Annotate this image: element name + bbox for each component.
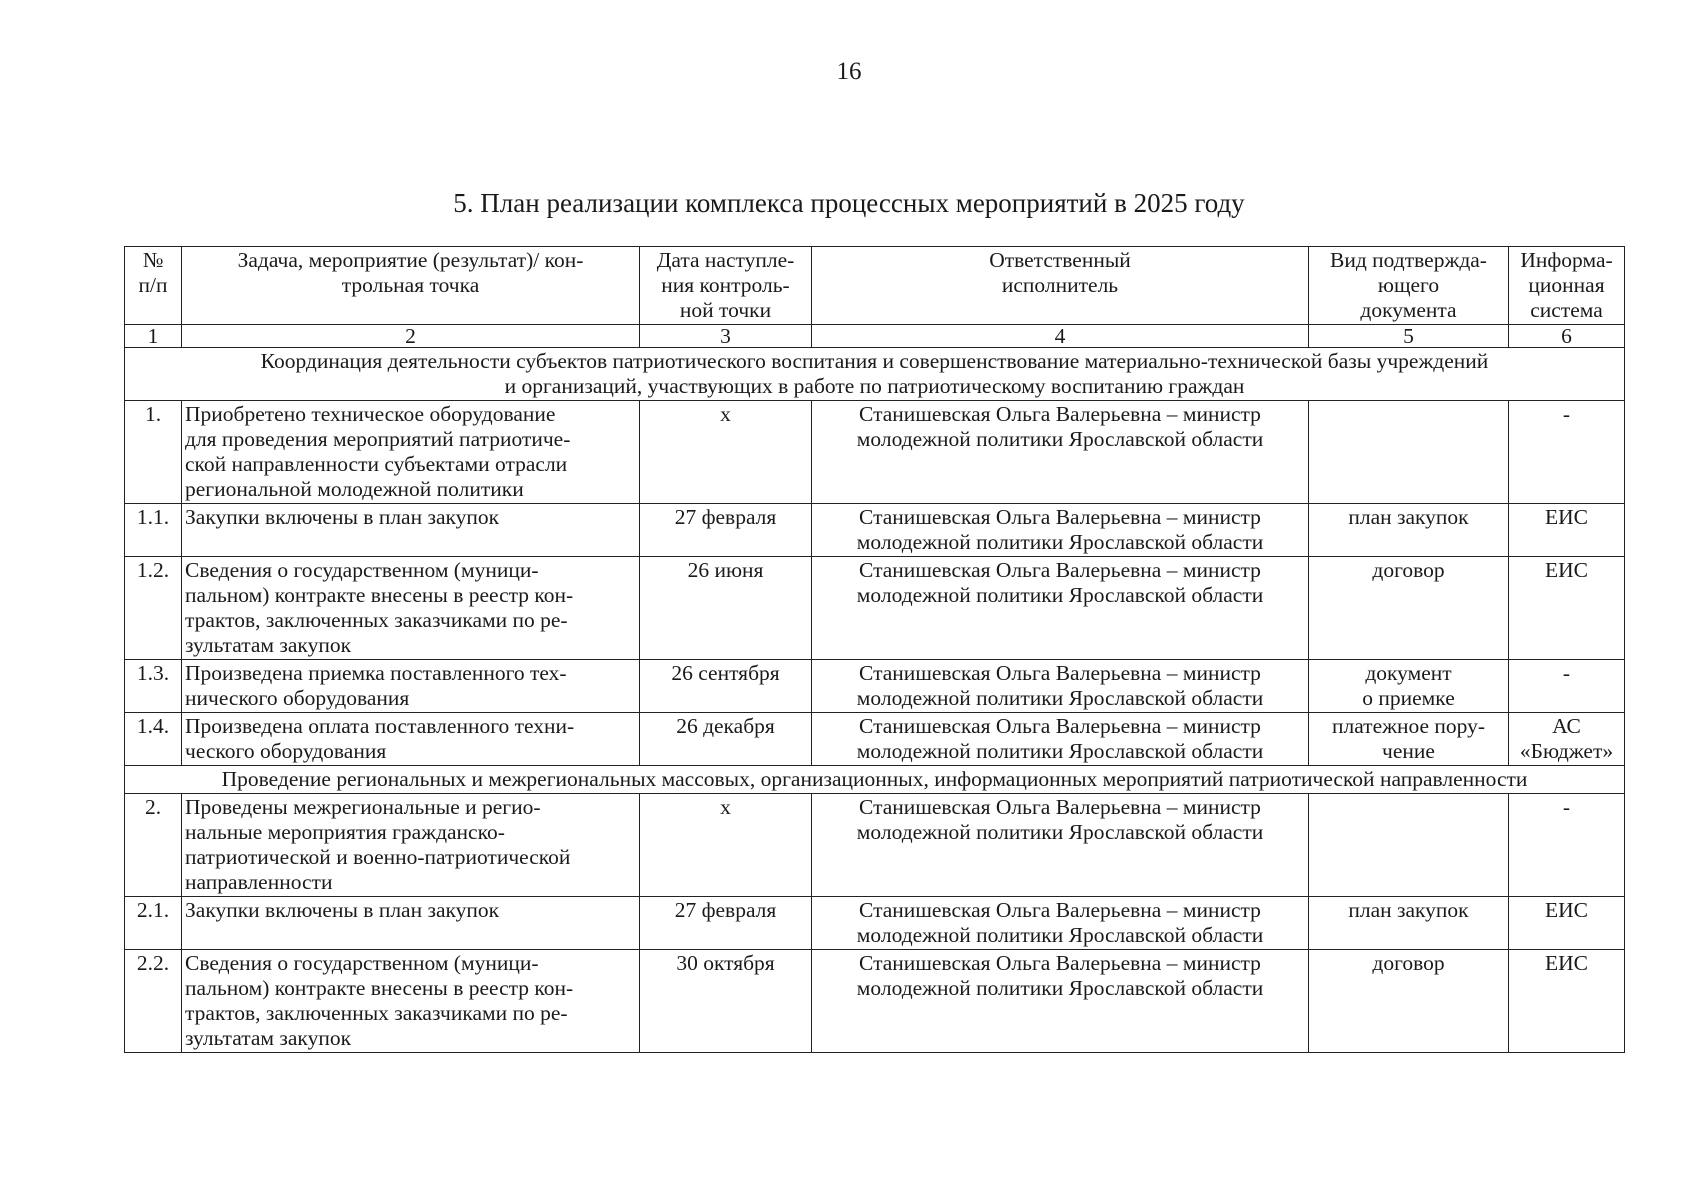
task-cell [182, 897, 640, 950]
table-row [125, 557, 1625, 660]
responsible-cell [812, 897, 1309, 950]
task-cell [182, 660, 640, 713]
cell-line: Сведения о государственном (муници- [185, 558, 539, 582]
cell-line: ЕИС [1545, 898, 1588, 922]
cell-line: трактов, заключенных заказчиками по ре- [185, 608, 568, 632]
date-cell [640, 794, 812, 897]
cell-line: нальные мероприятия гражданско- [185, 820, 505, 844]
cell-line: - [1562, 795, 1571, 819]
header-system [1509, 247, 1625, 325]
system-cell [1509, 557, 1625, 660]
cell-line: документ [1365, 661, 1452, 685]
header-number [125, 247, 182, 325]
cell-line: АС [1552, 714, 1581, 738]
date-cell [640, 504, 812, 557]
cell-line: х [720, 402, 731, 426]
cell-line: молодежной политики Ярославской области [856, 583, 1264, 607]
cell-line: для проведения мероприятий патриотиче- [185, 427, 571, 451]
document-cell [1309, 713, 1509, 766]
table-row [125, 897, 1625, 950]
cell-line: договор [1372, 558, 1445, 582]
system-cell [1509, 794, 1625, 897]
cell-line: зультатам закупок [185, 1026, 352, 1050]
cell-line: Станишевская Ольга Валерьевна – министр [859, 714, 1261, 738]
row-number: 2.2. [125, 950, 182, 1053]
cell-line: Дата наступле- [656, 248, 795, 272]
cell-line: Проведение региональных и межрегиональных массовых, организационных, информационных мероприятий патриотической направленности [221, 767, 1528, 791]
date-cell [640, 897, 812, 950]
section-heading [125, 766, 1625, 794]
system-cell [1509, 897, 1625, 950]
column-number: 6 [1509, 325, 1625, 348]
cell-line: Станишевская Ольга Валерьевна – министр [859, 795, 1261, 819]
cell-line: направленности [185, 870, 333, 894]
task-cell [182, 950, 640, 1053]
cell-line: № [142, 248, 164, 272]
table-row [125, 401, 1625, 504]
cell-line: Координация деятельности субъектов патриотического воспитания и совершенствование материально-технической базы учреждений [260, 349, 1489, 373]
cell-line: трактов, заключенных заказчиками по ре- [185, 1001, 568, 1025]
table-row [125, 713, 1625, 766]
cell-line: ской направленности субъектами отрасли [185, 452, 568, 476]
task-cell [182, 557, 640, 660]
table-body [125, 348, 1625, 1053]
cell-line: Вид подтвержда- [1330, 248, 1487, 272]
header-responsible [812, 247, 1309, 325]
document-cell [1309, 794, 1509, 897]
header-date [640, 247, 812, 325]
cell-line: договор [1372, 951, 1445, 975]
cell-line: Приобретено техническое оборудование [185, 402, 556, 426]
cell-line: Закупки включены в план закупок [185, 898, 500, 922]
cell-line: региональной молодежной политики [185, 477, 524, 501]
responsible-cell [812, 660, 1309, 713]
cell-line: Станишевская Ольга Валерьевна – министр [859, 661, 1261, 685]
cell-line: Задача, мероприятие (результат)/ кон- [237, 248, 584, 272]
cell-line: чение [1382, 739, 1435, 763]
cell-line: ЕИС [1545, 505, 1588, 529]
document-cell [1309, 950, 1509, 1053]
cell-line: Ответственный [989, 248, 1131, 272]
cell-line: молодежной политики Ярославской области [856, 530, 1264, 554]
cell-line: Станишевская Ольга Валерьевна – министр [859, 402, 1261, 426]
cell-line: 30 октября [676, 951, 775, 975]
cell-line: план закупок [1348, 898, 1469, 922]
row-number: 1.2. [125, 557, 182, 660]
row-number: 1.1. [125, 504, 182, 557]
cell-line: х [720, 795, 731, 819]
date-cell [640, 713, 812, 766]
column-number: 3 [640, 325, 812, 348]
responsible-cell [812, 401, 1309, 504]
cell-line: молодежной политики Ярославской области [856, 976, 1264, 1000]
table-row [125, 504, 1625, 557]
row-number: 2. [125, 794, 182, 897]
row-number: 1.4. [125, 713, 182, 766]
task-cell [182, 401, 640, 504]
table-header [125, 247, 1625, 348]
cell-line: ционная [1528, 273, 1605, 297]
cell-line: 27 февраля [674, 898, 777, 922]
section-heading-row [125, 766, 1625, 794]
page-title: 5. План реализации комплекса процессных мероприятий в 2025 году [453, 188, 1245, 218]
cell-line: Сведения о государственном (муници- [185, 951, 539, 975]
cell-line: трольная точка [341, 273, 480, 297]
cell-line: «Бюджет» [1519, 739, 1614, 763]
cell-line: 26 сентября [671, 661, 780, 685]
task-cell [182, 504, 640, 557]
cell-line: Закупки включены в план закупок [185, 505, 500, 529]
table-row [125, 660, 1625, 713]
cell-line: молодежной политики Ярославской области [856, 686, 1264, 710]
plan-table [124, 246, 1625, 1053]
column-number-row [125, 325, 1625, 348]
cell-line: молодежной политики Ярославской области [856, 923, 1264, 947]
date-cell [640, 950, 812, 1053]
cell-line: Произведена оплата поставленного техни- [185, 714, 575, 738]
page-number: 16 [836, 58, 862, 85]
system-cell [1509, 401, 1625, 504]
cell-line: молодежной политики Ярославской области [856, 427, 1264, 451]
cell-line: Станишевская Ольга Валерьевна – министр [859, 558, 1261, 582]
cell-line: и организаций, участвующих в работе по патриотическому воспитанию граждан [504, 374, 1245, 398]
cell-line: Станишевская Ольга Валерьевна – министр [859, 951, 1261, 975]
cell-line: ной точки [679, 298, 772, 322]
document-cell [1309, 504, 1509, 557]
responsible-cell [812, 794, 1309, 897]
cell-line: патриотической и военно-патриотической [185, 845, 571, 869]
cell-line: план закупок [1348, 505, 1469, 529]
system-cell [1509, 950, 1625, 1053]
cell-line: зультатам закупок [185, 633, 352, 657]
cell-line: - [1562, 402, 1571, 426]
cell-line: Проведены межрегиональные и регио- [185, 795, 541, 819]
system-cell [1509, 660, 1625, 713]
cell-line: ющего [1377, 273, 1440, 297]
date-cell [640, 401, 812, 504]
cell-line: пальном) контракте внесены в реестр кон- [185, 583, 574, 607]
document-cell [1309, 557, 1509, 660]
date-cell [640, 557, 812, 660]
row-number: 1. [125, 401, 182, 504]
cell-line: Произведена приемка поставленного тех- [185, 661, 567, 685]
cell-line: о приемке [1362, 686, 1455, 710]
header-row [125, 247, 1625, 325]
cell-line: документа [1360, 298, 1457, 322]
cell-line: Станишевская Ольга Валерьевна – министр [859, 505, 1261, 529]
cell-line: Информа- [1520, 248, 1613, 272]
row-number: 2.1. [125, 897, 182, 950]
cell-line: платежное пору- [1331, 714, 1486, 738]
table-row [125, 794, 1625, 897]
cell-line: молодежной политики Ярославской области [856, 739, 1264, 763]
cell-line: исполнитель [1001, 273, 1119, 297]
date-cell [640, 660, 812, 713]
cell-line: Станишевская Ольга Валерьевна – министр [859, 898, 1261, 922]
responsible-cell [812, 950, 1309, 1053]
section-heading [125, 348, 1625, 401]
cell-line: нического оборудования [185, 686, 410, 710]
task-cell [182, 794, 640, 897]
responsible-cell [812, 557, 1309, 660]
cell-line: система [1530, 298, 1603, 322]
cell-line: 26 декабря [676, 714, 775, 738]
cell-line: пальном) контракте внесены в реестр кон- [185, 976, 574, 1000]
cell-line: - [1562, 661, 1571, 685]
document-cell [1309, 401, 1509, 504]
system-cell [1509, 504, 1625, 557]
document-cell [1309, 897, 1509, 950]
column-number: 4 [812, 325, 1309, 348]
cell-line: молодежной политики Ярославской области [856, 820, 1264, 844]
cell-line: 26 июня [687, 558, 764, 582]
column-number: 2 [182, 325, 640, 348]
cell-line: ЕИС [1545, 951, 1588, 975]
section-heading-row [125, 348, 1625, 401]
cell-line: 27 февраля [674, 505, 777, 529]
header-task [182, 247, 640, 325]
column-number: 5 [1309, 325, 1509, 348]
column-number: 1 [125, 325, 182, 348]
system-cell [1509, 713, 1625, 766]
responsible-cell [812, 504, 1309, 557]
row-number: 1.3. [125, 660, 182, 713]
cell-line: п/п [138, 273, 168, 297]
cell-line: ния контроль- [661, 273, 790, 297]
document-cell [1309, 660, 1509, 713]
cell-line: ЕИС [1545, 558, 1588, 582]
responsible-cell [812, 713, 1309, 766]
cell-line: ческого оборудования [185, 739, 387, 763]
header-document [1309, 247, 1509, 325]
table-row [125, 950, 1625, 1053]
task-cell [182, 713, 640, 766]
